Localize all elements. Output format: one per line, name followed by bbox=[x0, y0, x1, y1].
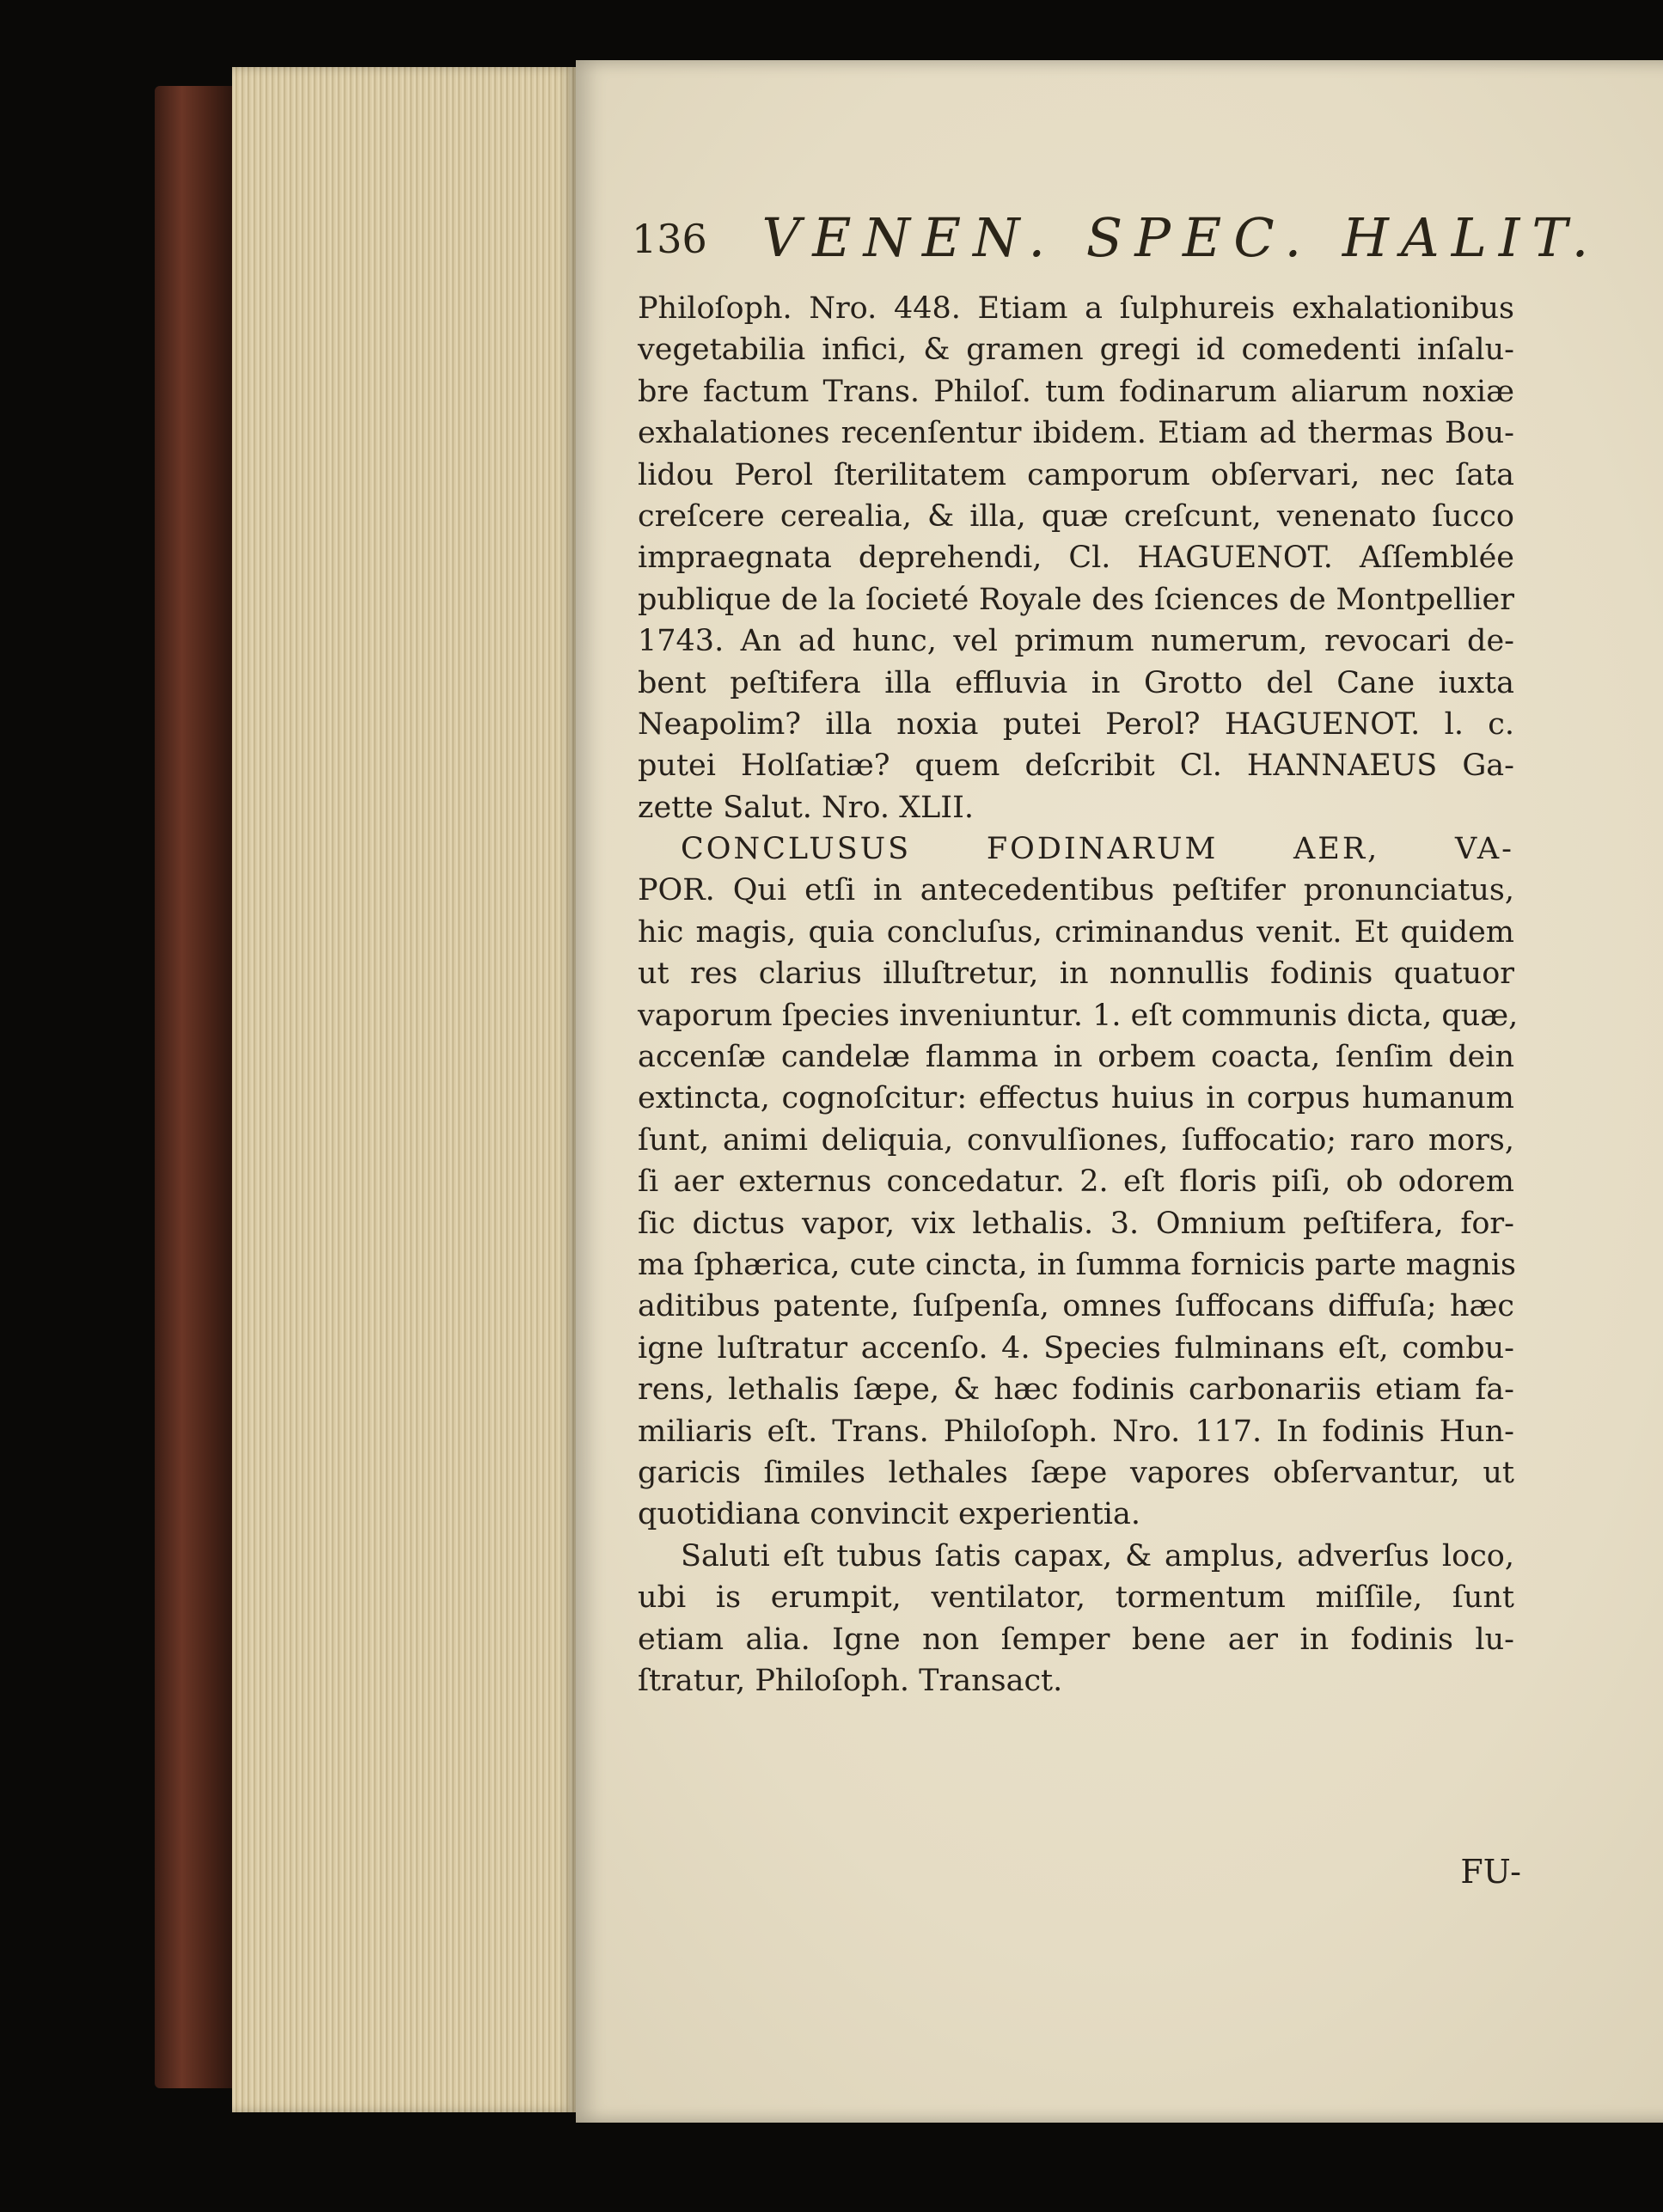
text-line: bre factum Trans. Philoſ. tum fodinarum aliarum noxiæ bbox=[638, 374, 1514, 409]
text-block bbox=[638, 288, 1519, 1702]
text-line: bent peſtifera illa effluvia in Grotto del Cane iuxta bbox=[638, 665, 1514, 700]
text-line: hic magis, quia concluſus, criminandus venit. Et quidem bbox=[638, 914, 1514, 950]
text-line: miliaris eſt. Trans. Philoſoph. Nro. 117. In fodinis Hun- bbox=[638, 1414, 1514, 1449]
text-line: 1743. An ad hunc, vel primum numerum, revocari de- bbox=[638, 624, 1514, 659]
text-line: Neapolim? illa noxia putei Perol? HAGUENOT. l. c. bbox=[638, 706, 1514, 742]
text-line: publique de la ſocieté Royale des ſciences de Montpellier bbox=[638, 582, 1514, 617]
page-edges bbox=[232, 67, 576, 2112]
text-line: POR. Qui etſi in antecedentibus peſtifer pronunciatus, bbox=[638, 873, 1514, 908]
text-line: creſcere cerealia, & illa, quæ creſcunt, venenato ſucco bbox=[638, 498, 1514, 534]
text-line: quotidiana convincit experientia. bbox=[638, 1497, 1140, 1532]
text-line: impraegnata deprehendi, Cl. HAGUENOT. Aſſemblée bbox=[638, 541, 1514, 576]
text-line: ſunt, animi deliquia, convulſiones, ſuffocatio; raro mors, bbox=[638, 1122, 1514, 1158]
section-heading-line: CONCLUSUS FODINARUM AER, VA- bbox=[681, 832, 1514, 867]
text-line: extincta, cognoſcitur: effectus huius in corpus humanum bbox=[638, 1081, 1514, 1116]
text-line: ſic dictus vapor, vix lethalis. 3. Omnium peſtifera, for- bbox=[638, 1206, 1514, 1241]
running-title: VENEN. SPEC. HALIT. bbox=[761, 206, 1601, 269]
book-cover-edge bbox=[155, 86, 232, 2088]
text-line: putei Holſatiæ? quem deſcribit Cl. HANNAEUS Ga- bbox=[638, 749, 1514, 784]
running-head bbox=[632, 206, 1601, 269]
text-line: vaporum ſpecies inveniuntur. 1. eſt communis dicta, quæ, bbox=[638, 998, 1519, 1033]
text-line: vegetabilia infici, & gramen gregi id comedenti inſalu- bbox=[638, 333, 1514, 368]
text-line: rens, lethalis ſæpe, & hæc fodinis carbonariis etiam fa- bbox=[638, 1372, 1514, 1408]
text-line: exhalationes recenſentur ibidem. Etiam ad thermas Bou- bbox=[638, 416, 1514, 451]
text-line: aditibus patente, ſuſpenſa, omnes ſuffocans diffuſa; hæc bbox=[638, 1289, 1514, 1324]
text-line: garicis ſimiles lethales ſæpe vapores obſervantur, ut bbox=[638, 1455, 1514, 1490]
text-line: Saluti eſt tubus ſatis capax, & amplus, adverſus loco, bbox=[681, 1538, 1514, 1573]
text-line: ubi is erumpit, ventilator, tormentum miſſile, ſunt bbox=[638, 1580, 1514, 1616]
text-line: ſtratur, Philoſoph. Transact. bbox=[638, 1663, 1063, 1698]
text-line: Philoſoph. Nro. 448. Etiam a ſulphureis exhalationibus bbox=[638, 291, 1514, 326]
catchword: FU- bbox=[1460, 1853, 1521, 1891]
text-line: lidou Perol ſterilitatem camporum obſervari, nec ſata bbox=[638, 457, 1514, 492]
text-line: zette Salut. Nro. XLII. bbox=[638, 790, 975, 825]
text-line: ut res clarius illuſtretur, in nonnullis fodinis quatuor bbox=[638, 956, 1514, 992]
text-line: etiam alia. Igne non ſemper bene aer in fodinis lu- bbox=[638, 1622, 1514, 1657]
text-line: ſi aer externus concedatur. 2. eſt floris piſi, ob odorem bbox=[638, 1164, 1514, 1200]
text-line: accenſæ candelæ flamma in orbem coacta, ſenſim dein bbox=[638, 1040, 1514, 1075]
text-line: ma ſphærica, cute cincta, in ſumma fornicis parte magnis bbox=[638, 1247, 1516, 1282]
page-number: 136 bbox=[632, 216, 707, 262]
text-line: igne luſtratur accenſo. 4. Species fulminans eſt, combu- bbox=[638, 1330, 1514, 1366]
